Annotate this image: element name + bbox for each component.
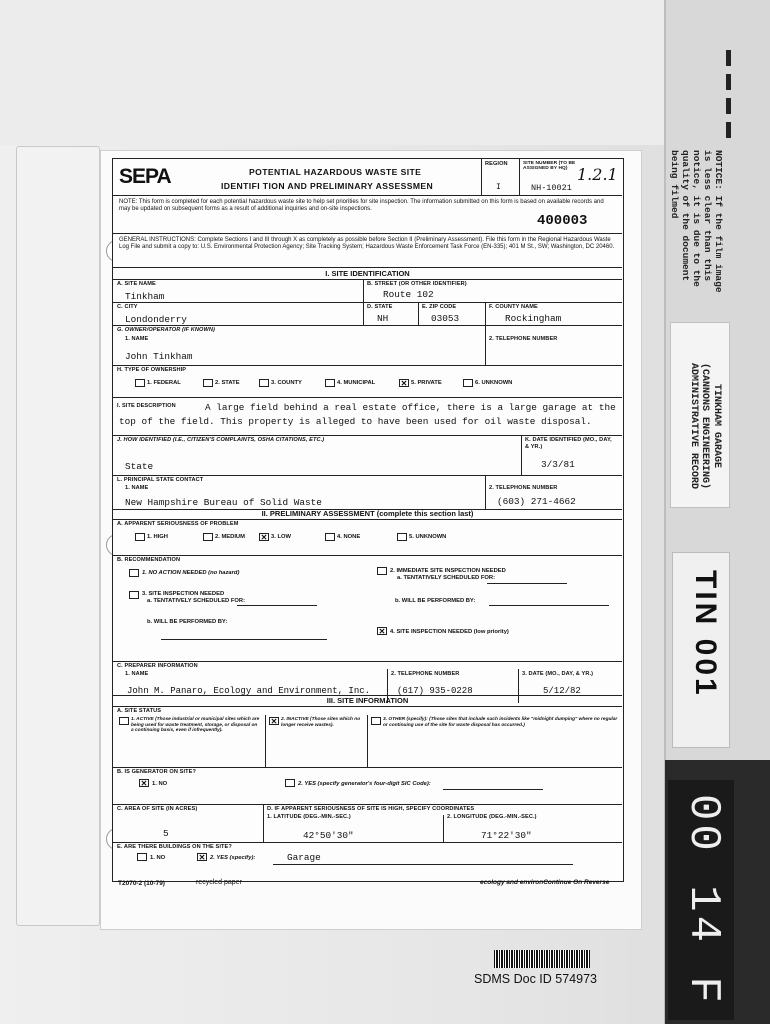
- back-page: [16, 146, 100, 926]
- form-title: POTENTIAL HAZARDOUS WASTE SITE: [249, 167, 422, 177]
- ownership-option-checkbox[interactable]: [135, 379, 145, 387]
- note-text: NOTE: This form is completed for each potential hazardous waste site to help set priorities for site inspection. The information submitted on this form is based on available records and may be updated on subsequent forms as a result of additional inquiries and on-site inspections.: [119, 199, 604, 212]
- preparer-label: C. PREPARER INFORMATION: [117, 663, 198, 669]
- seriousness-option-label: 1. HIGH: [147, 534, 168, 540]
- seriousness-option-checkbox[interactable]: [203, 533, 213, 541]
- ownership-option-checkbox[interactable]: [203, 379, 213, 387]
- date-identified-label: K. DATE IDENTIFIED (MO., DAY, & YR.): [525, 437, 612, 450]
- rec-1-checkbox[interactable]: [129, 569, 139, 577]
- buildings-no-checkbox[interactable]: [137, 853, 147, 861]
- recycled-paper-note: recycled paper: [196, 879, 242, 886]
- region-label: REGION: [485, 161, 508, 167]
- generator-no-checkbox[interactable]: ✕: [140, 779, 148, 788]
- rec-3a-label: a. TENTATIVELY SCHEDULED FOR:: [147, 598, 246, 604]
- site-status-label: A. SITE STATUS: [117, 708, 162, 714]
- site-number-value: NH-10021: [531, 183, 572, 193]
- preparer-date-value: 5/12/82: [543, 686, 581, 696]
- form-subtitle: IDENTIFI TION AND PRELIMINARY ASSESSMEN: [221, 181, 434, 191]
- site-name-value: Tinkham: [125, 291, 165, 302]
- owner-name-value: John Tinkham: [125, 351, 193, 362]
- seriousness-option-label: 4. NONE: [337, 534, 361, 540]
- site-name-label: A. SITE NAME: [117, 281, 156, 287]
- rec-2b-label: b. WILL BE PERFORMED BY:: [395, 598, 476, 604]
- latitude-value: 42°50'30": [303, 830, 354, 841]
- seriousness-label: A. APPARENT SERIOUSNESS OF PROBLEM: [117, 521, 239, 527]
- zip-value: 03053: [431, 313, 460, 324]
- county-value: Rockingham: [505, 313, 562, 324]
- buildings-no-label: 1. NO: [150, 855, 166, 861]
- scan-top-margin: [0, 0, 664, 145]
- zip-label: E. ZIP CODE: [422, 304, 457, 310]
- ownership-option-label: 3. COUNTY: [271, 380, 302, 386]
- ownership-option-checkbox[interactable]: ✕: [400, 379, 408, 388]
- section-3-heading: III. SITE INFORMATION: [326, 696, 409, 705]
- ownership-option-label: 4. MUNICIPAL: [337, 380, 376, 386]
- handwritten-id: 400003: [537, 213, 588, 229]
- site-number-label: SITE NUMBER (TO BE ASSIGNED BY HQ): [523, 161, 576, 171]
- section-1-heading: I. SITE IDENTIFICATION: [325, 269, 410, 278]
- ownership-option-label: 6. UNKNOWN: [475, 380, 513, 386]
- buildings-label: E. ARE THERE BUILDINGS ON THE SITE?: [117, 844, 232, 850]
- how-identified-value: State: [125, 461, 154, 472]
- area-label: C. AREA OF SITE (IN ACRES): [117, 806, 198, 812]
- ownership-option-label: 5. PRIVATE: [411, 380, 442, 386]
- state-value: NH: [377, 313, 389, 324]
- state-label: D. STATE: [367, 304, 393, 310]
- area-value: 5: [163, 828, 169, 839]
- street-value: Route 102: [383, 289, 434, 300]
- continue-on-reverse: ecology and environContinue On Reverse: [480, 879, 610, 886]
- rec-2a-label: a. TENTATIVELY SCHEDULED FOR:: [397, 575, 496, 581]
- status-other-label: 3. OTHER (specify): (Those sites that include such incidents like "midnight dumping" where no regular or continuing use of the site for waste disposal has occurred.): [383, 717, 618, 728]
- seriousness-option-checkbox[interactable]: ✕: [260, 533, 268, 542]
- barcode: [494, 950, 590, 968]
- rec-3b-label: b. WILL BE PERFORMED BY:: [147, 619, 228, 625]
- record-label: TINKHAM GARAGE (CANNONS ENGINEERING) ADMINISTRATIVE RECORD: [688, 362, 722, 490]
- section-2-heading: II. PRELIMINARY ASSESSMENT (complete this section last): [261, 509, 474, 518]
- recommendation-label: B. RECOMMENDATION: [117, 557, 181, 563]
- street-label: B. STREET (OR OTHER IDENTIFIER): [367, 281, 467, 287]
- general-instructions: GENERAL INSTRUCTIONS: Complete Sections I and III through X as completely as possible before Section II (Preliminary Assessment). File this form in the Regional Hazardous Waste Log File and submit a copy to: U.S. Environmental Protection Agency; Site Tracking System; Hazardous Waste Enforcement Task Force (EN-335); 401 M St., SW; Washington, DC 20460.: [119, 237, 615, 250]
- form-number: T2070-2 (10-79): [118, 880, 165, 887]
- ownership-option-label: 1. FEDERAL: [147, 380, 181, 386]
- rec-3-label: 3. SITE INSPECTION NEEDED: [142, 591, 225, 597]
- seriousness-option-label: 2. MEDIUM: [215, 534, 245, 540]
- status-active-checkbox[interactable]: [119, 717, 129, 725]
- preparer-name-label: 1. NAME: [125, 671, 149, 677]
- coordinates-label: D. IF APPARENT SERIOUSNESS OF SITE IS HIGH, SPECIFY COORDINATES: [267, 806, 475, 812]
- rec-1-label: 1. NO ACTION NEEDED (no hazard): [142, 570, 240, 576]
- date-identified-value: 3/3/81: [541, 459, 575, 470]
- preparer-phone-label: 2. TELEPHONE NUMBER: [391, 671, 460, 677]
- longitude-value: 71°22'30": [481, 830, 532, 841]
- site-description: A large field behind a real estate office, there is a large garage at the top of the field. This property is alleged to have been used for oil waste disposal.: [119, 402, 616, 427]
- ownership-label: H. TYPE OF OWNERSHIP: [117, 367, 187, 373]
- generator-yes-label: 2. YES (specify generator's four-digit SIC Code):: [298, 781, 431, 787]
- generator-no-label: 1. NO: [152, 781, 168, 787]
- latitude-label: 1. LATITUDE (DEG.-MIN.-SEC.): [267, 814, 351, 820]
- seriousness-option-label: 3. LOW: [271, 534, 291, 540]
- tin-label: TIN 001: [689, 570, 722, 698]
- ownership-option-checkbox[interactable]: [259, 379, 269, 387]
- contact-phone-label: 2. TELEPHONE NUMBER: [489, 485, 558, 491]
- contact-phone-value: (603) 271-4662: [497, 496, 576, 507]
- city-label: C. CITY: [117, 304, 138, 310]
- owner-name-label: 1. NAME: [125, 336, 149, 342]
- status-inactive-label: 2. INACTIVE (Those sites which no longer receive wastes).: [281, 717, 361, 728]
- status-other-checkbox[interactable]: [371, 717, 381, 725]
- owner-phone-label: 2. TELEPHONE NUMBER: [489, 336, 558, 342]
- handwritten-number: 1.2.1: [577, 165, 618, 184]
- generator-label: B. IS GENERATOR ON SITE?: [117, 769, 196, 775]
- buildings-value: Garage: [287, 852, 321, 863]
- ownership-option-checkbox[interactable]: [463, 379, 473, 387]
- generator-yes-checkbox[interactable]: [285, 779, 295, 787]
- epa-logo: SEPA: [119, 165, 171, 188]
- principal-contact-label: L. PRINCIPAL STATE CONTACT: [117, 477, 204, 483]
- film-notice: NOTICE: If the film image is less clear than this notice, it is due to the quality of the document being filmed: [669, 150, 724, 293]
- preparer-phone-value: (617) 935-0228: [397, 686, 473, 696]
- owner-label: G. OWNER/OPERATOR (IF KNOWN): [117, 327, 215, 333]
- seriousness-option-checkbox[interactable]: [325, 533, 335, 541]
- buildings-yes-label: 2. YES (specify):: [210, 855, 256, 861]
- seriousness-option-label: 5. UNKNOWN: [409, 534, 447, 540]
- status-active-label: 1. ACTIVE (Those industrial or municipal sites which are being used for waste treatment, storage, or disposal on a continuing basis, even if infrequently).: [131, 717, 260, 733]
- contact-name-value: New Hampshire Bureau of Solid Waste: [125, 497, 322, 508]
- longitude-label: 2. LONGITUDE (DEG.-MIN.-SEC.): [447, 814, 537, 820]
- buildings-yes-checkbox[interactable]: ✕: [198, 853, 206, 862]
- city-value: Londonderry: [125, 314, 187, 325]
- frame-number: 00 14 F: [678, 794, 728, 1007]
- rec-4-checkbox[interactable]: ✕: [378, 627, 386, 636]
- seriousness-option-checkbox[interactable]: [397, 533, 407, 541]
- status-inactive-checkbox[interactable]: ✕: [270, 717, 278, 726]
- rec-4-label: 4. SITE INSPECTION NEEDED (low priority): [390, 629, 509, 635]
- preparer-date-label: 3. DATE (MO., DAY, & YR.): [522, 671, 594, 677]
- rec-3-checkbox[interactable]: [129, 591, 139, 599]
- county-label: F. COUNTY NAME: [489, 304, 538, 310]
- ownership-option-checkbox[interactable]: [325, 379, 335, 387]
- description-label: I. SITE DESCRIPTION: [117, 403, 176, 409]
- rec-2-checkbox[interactable]: [377, 567, 387, 575]
- preparer-name-value: John M. Panaro, Ecology and Environment, Inc.: [127, 686, 371, 696]
- ownership-option-label: 2. STATE: [215, 380, 240, 386]
- region-value: I: [496, 183, 501, 192]
- contact-name-label: 1. NAME: [125, 485, 149, 491]
- how-identified-label: J. HOW IDENTIFIED (I.E., CITIZEN'S COMPLAINTS, OSHA CITATIONS, ETC.): [117, 437, 325, 443]
- film-ticks: [726, 50, 732, 146]
- sdms-doc-id: SDMS Doc ID 574973: [474, 972, 597, 986]
- seriousness-option-checkbox[interactable]: [135, 533, 145, 541]
- rec-2-label: 2. IMMEDIATE SITE INSPECTION NEEDED: [390, 568, 506, 574]
- epa-form: [112, 158, 624, 882]
